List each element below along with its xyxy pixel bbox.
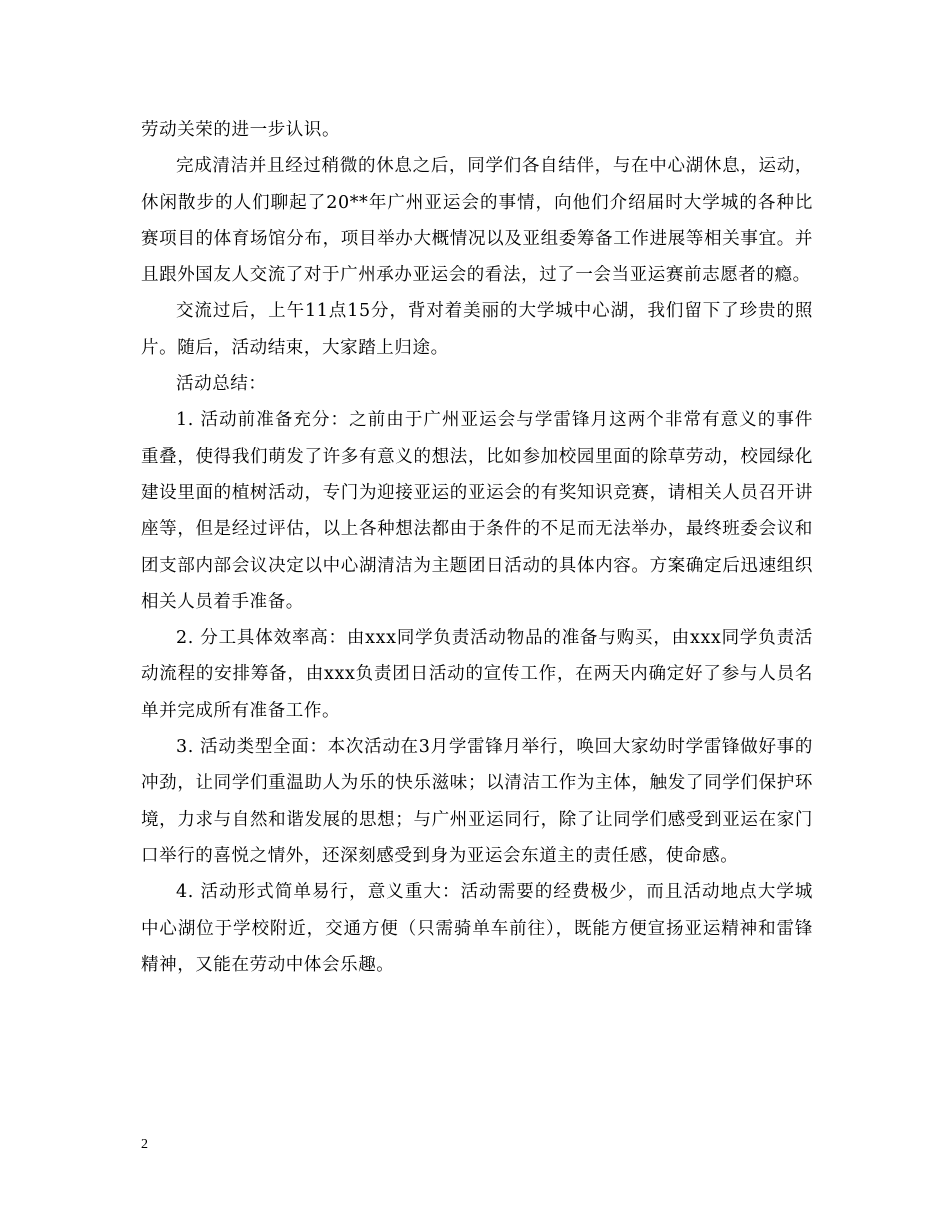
paragraph-summary-point-2: 2. 分工具体效率高：由xxx同学负责活动物品的准备与购买，由xxx同学负责活动流程的安排筹备，由xxx负责团日活动的宣传工作，在两天内确定好了参与人员名单并完成所有准备工作。: [141, 628, 813, 721]
paragraph-summary-point-1: 1. 活动前准备充分：之前由于广州亚运会与学雷锋月这两个非常有意义的事件重叠，使得我们萌发了许多有意义的想法，比如参加校园里面的除草劳动，校园绿化建设里面的植树活动，专门为迎接亚运的亚运会的有奖知识竞赛，请相关人员召开讲座等，但是经过评估，以上各种想法都由于条件的不足而无法举办，最终班委会议和团支部内部会议决定以中心湖清洁为主题团日活动的具体内容。方案确定后迅速组织相关人员着手准备。: [141, 410, 813, 612]
paragraph-summary-point-3: 3. 活动类型全面：本次活动在3月学雷锋月举行，唤回大家幼时学雷锋做好事的冲劲，让同学们重温助人为乐的快乐滋味；以清洁工作为主体，触发了同学们保护环境，力求与自然和谐发展的思想；与广州亚运同行，除了让同学们感受到亚运在家门口举行的喜悦之情外，还深刻感受到身为亚运会东道主的责任感，使命感。: [141, 737, 813, 866]
paragraph-exchange: 完成清洁并且经过稍微的休息之后，同学们各自结伴，与在中心湖休息，运动，休闲散步的人们聊起了20**年广州亚运会的事情，向他们介绍届时大学城的各种比赛项目的体育场馆分布，项目举办大概情况以及亚组委筹备工作进展等相关事宜。并且跟外国友人交流了对于广州承办亚运会的看法，过了一会当亚运赛前志愿者的瘾。: [141, 156, 813, 286]
paragraph-summary-heading: 活动总结：: [176, 374, 267, 395]
paragraph-continuation: 劳动关荣的进一步认识。: [141, 120, 341, 140]
paragraph-summary-point-4: 4. 活动形式简单易行，意义重大：活动需要的经费极少，而且活动地点大学城中心湖位于学校附近，交通方便（只需骑单车前往），既能方便宣扬亚运精神和雷锋精神，又能在劳动中体会乐趣。: [141, 882, 813, 975]
document-body: [141, 112, 813, 983]
paragraph-photo: 交流过后，上午11点15分，背对着美丽的大学城中心湖，我们留下了珍贵的照片。随后，活动结束，大家踏上归途。: [141, 301, 813, 358]
page-number: 2: [141, 1137, 148, 1152]
